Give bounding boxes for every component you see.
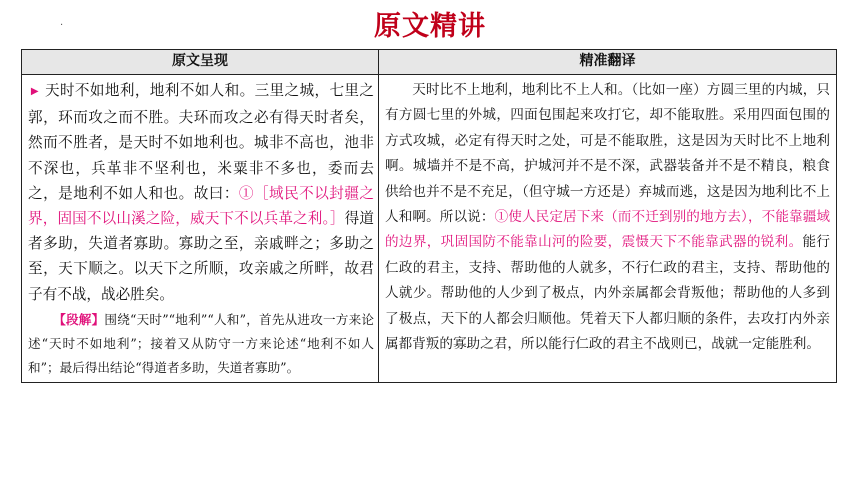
analysis-text: 围绕“天时”“地利”“人和”，首先从进攻一方来论述“天时不如地利”；接着又从防守一方来论述“地利不如人和”；最后得出结论“得道者多助，失道者寡助”。 xyxy=(28,311,374,376)
translation-part1: 天时比不上地利，地利比不上人和。（比如一座）方圆三里的内城，只有方圆七里的外城，四面包围起来攻打它，却不能取胜。采用四面包围的方式攻城，必定有得天时之处，可是不能取胜，这是因为天时比不上地利啊。城墙并不是不高，护城河并不是不深，武器装备并不是不精良，粮食供给也并不是不充足，（但守城一方还是）弃城而逃，这是因为地利比不上人和啊。所以说： xyxy=(385,82,830,226)
translation-part2: 能行仁政的君主，支持、帮助他的人就多，不行仁政的君主，支持、帮助他的人就少。帮助他的人少到了极点，内外亲属都会背叛他；帮助他的人多到了极点，天下的人都会归顺他。凭着天下人都归顺的条件，去攻打内外亲属都背叛的寡助之君，所以能行仁政的君主不战则已，战就一定能胜利。 xyxy=(385,234,831,353)
table-header-row xyxy=(22,50,837,75)
original-part2: 得道者多助，失道者寡助。寡助之至，亲戚畔之；多助之至，天下顺之。以天下之所顺，攻亲戚之所畔，故君子有不战，战必胜矣。 xyxy=(28,210,374,303)
original-text xyxy=(28,78,374,307)
col-header-translation: 精准翻译 xyxy=(379,50,837,75)
analysis-tag: 【段解】 xyxy=(53,311,105,327)
original-quote: ①［域民不以封疆之界，固国不以山溪之险，威天下不以兵革之利。］ xyxy=(28,184,374,228)
corner-dot: · xyxy=(60,20,64,31)
translation-cell xyxy=(379,75,837,383)
col-header-original: 原文呈现 xyxy=(22,50,379,75)
table-body-row xyxy=(22,75,837,383)
page-title: 原文精讲 xyxy=(374,11,486,42)
translation-text xyxy=(385,78,830,357)
original-part1: 天时不如地利，地利不如人和。三里之城，七里之郭，环而攻之而不胜。夫环而攻之必有得天时者矣，然而不胜者，是天时不如地利也。城非不高也，池非不深也，兵革非不坚利也，米粟非不多也，委而去之，是地利不如人和也。故曰： xyxy=(28,82,374,202)
content-table xyxy=(21,49,837,383)
triangle-right-icon: ▶ xyxy=(30,86,39,97)
paragraph-analysis xyxy=(28,308,374,381)
translation-highlight: ①使人民定居下来（而不迁到别的地方去），不能靠疆域的边界，巩固国防不能靠山河的险要，震慑天下不能靠武器的锐利。 xyxy=(385,209,831,251)
original-cell xyxy=(22,75,379,383)
